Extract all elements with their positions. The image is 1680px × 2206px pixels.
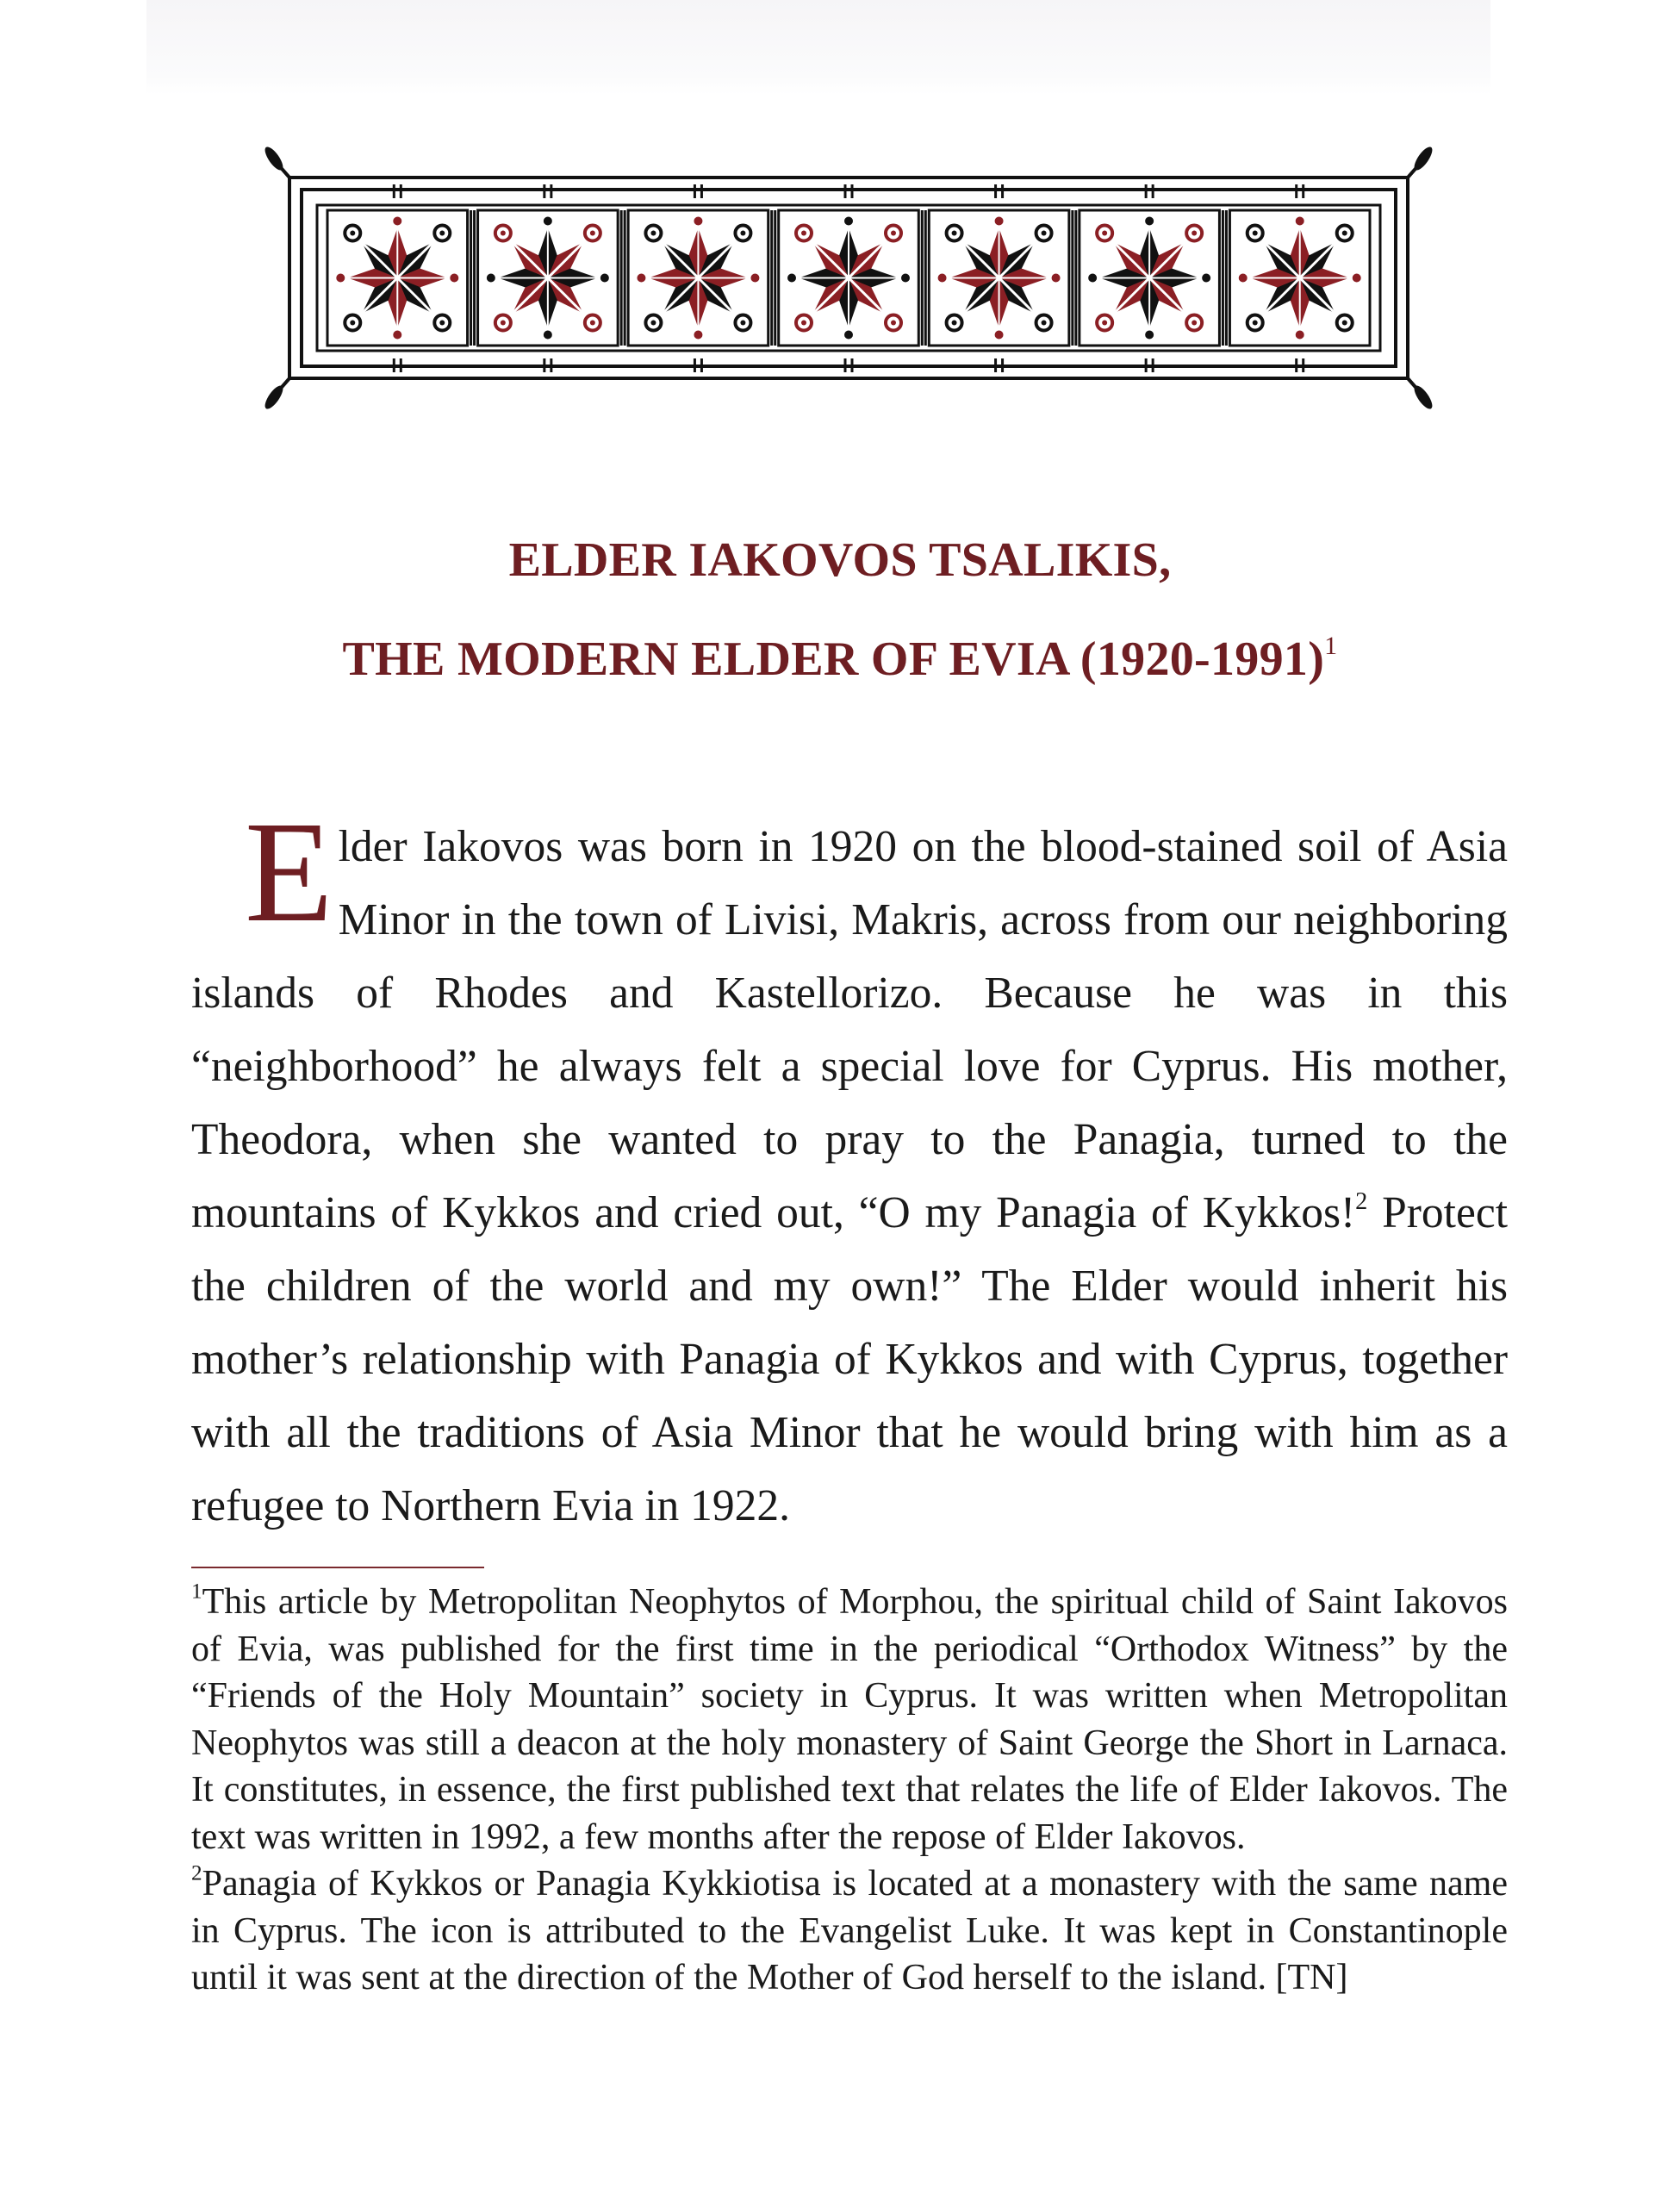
embroidery-motif-icon [628,210,775,346]
embroidery-motif-icon [1229,210,1370,346]
footnote-divider [191,1567,484,1568]
article-body [191,792,1509,1542]
embroidery-motif-icon [1080,210,1227,346]
article-title-line-2: THE MODERN ELDER OF EVIA (1920-1991)$^1$ [342,632,1338,686]
article-title-line-1: ELDER IAKOVOS TSALIKIS, [508,533,1172,587]
embroidery-motif-icon [779,210,926,346]
footnotes [191,1579,1508,2002]
page-top-shadow [146,0,1490,95]
body-text-part-1: lder Iakovos was born in 1920 on the blood-stained soil of Asia Minor in the town of Livisi, Makris, across from our neighboring islands of Rhodes and Kastellorizo. Because he was in this “neighborhood” he always felt a special love for Cyprus. His mother, Theodora, when she wanted to pray to the Panagia, turned to the mountains of Kykkos and cried out, “O my Panagia of Kykkos! [191,822,1508,1237]
footnote-ref-2[interactable]: 2 [1355,1187,1368,1215]
body-text-part-2: Protect the children of the world and my own!” The Elder would inherit his mother’s relationship with Panagia of Kykkos and with Cyprus, together with all the traditions of Asia Minor that he would bring with him as a refugee to Northern Evia in 1922. [191,1188,1509,1530]
embroidery-motif-icon [929,210,1076,346]
drop-cap: E [245,792,333,952]
footnote-1: $^1$This article by Metropolitan Neophytos of Morphou, the spiritual child of Saint Iakovos of Evia, was published for the first time in the periodical “Orthodox Witness” by the “Friends of the Holy Mountain” society in Cyprus. It was written when Metropolitan Neophytos was still a deacon at the holy monastery of Saint George the Short in Larnaca. It constitutes, in essence, the first published text that relates the life of Elder Iakovos. The text was written in 1992, a few months after the repose of Elder Iakovos. [191,1580,1508,1857]
embroidery-motif-icon [478,210,625,346]
footnote-ref-1[interactable]: 1 [1324,632,1338,660]
folk-embroidery-border-icon [258,146,1439,409]
footnote-2: $^2$Panagia of Kykkos or Panagia Kykkiotisa is located at a monastery with the same name in Cyprus. The icon is attributed to the Evangelist Luke. It was kept in Constantinople until it was sent at the direction of the Mother of God herself to the island. [TN] [191,1861,1508,1997]
embroidery-motif-icon [327,210,475,346]
